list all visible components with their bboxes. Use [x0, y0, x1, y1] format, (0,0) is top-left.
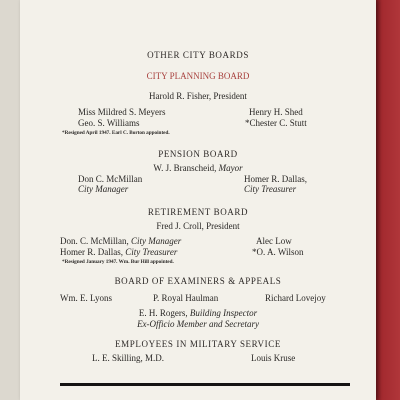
planning-board-president: Harold R. Fisher, President: [149, 91, 247, 101]
document-page: [20, 0, 376, 400]
retirement-board-title: RETIREMENT BOARD: [147, 207, 249, 217]
mayor-name: W. J. Branscheid,: [153, 163, 217, 173]
page-heading: OTHER CITY BOARDS: [147, 50, 249, 60]
mayor-title: Mayor: [218, 163, 243, 173]
pension-board-member: Don C. McMillan: [78, 174, 143, 184]
examiners-board-member: Wm. E. Lyons: [60, 293, 112, 303]
bottom-rule: [60, 383, 350, 386]
pension-board-member-role: City Treasurer: [244, 184, 297, 194]
military-service-title: EMPLOYEES IN MILITARY SERVICE: [115, 339, 281, 349]
red-cover-edge: [376, 0, 400, 400]
military-service-member: L. E. Skilling, M.D.: [92, 353, 165, 363]
member-role: City Treasurer: [125, 247, 178, 257]
pension-board-title: PENSION BOARD: [158, 149, 238, 159]
building-inspector: [20, 308, 376, 319]
pension-board-member-role: City Manager: [78, 184, 129, 194]
examiners-board-member: P. Royal Haulman: [153, 293, 219, 303]
retirement-board-president: Fred J. Croll, President: [156, 221, 240, 231]
inspector-role: Building Inspector: [189, 308, 258, 318]
retirement-board-member: [60, 247, 177, 258]
retirement-board-member: Alec Low: [256, 236, 292, 246]
planning-board-member: Henry H. Shed: [249, 107, 303, 117]
member-name: Homer R. Dallas,: [60, 247, 123, 257]
examiners-board-member: Richard Lovejoy: [265, 293, 326, 303]
pension-board-mayor: [20, 163, 376, 174]
planning-board-title: CITY PLANNING BOARD: [146, 71, 250, 81]
member-role: City Manager: [131, 236, 182, 246]
retirement-board-footnote: *Resigned January 1947. Wm. Bur Hill appointed.: [62, 259, 174, 265]
examiners-board-title: BOARD OF EXAMINERS & APPEALS: [114, 276, 282, 286]
ex-officio-note: Ex-Officio Member and Secretary: [137, 319, 259, 329]
inspector-name: E. H. Rogers,: [138, 308, 188, 318]
retirement-board-member: *O. A. Wilson: [252, 247, 304, 257]
retirement-board-member: [60, 236, 181, 247]
pension-board-member: Homer R. Dallas,: [244, 174, 307, 184]
planning-board-member: *Chester C. Stutt: [245, 118, 307, 128]
member-name: Don. C. McMillan,: [60, 236, 129, 246]
planning-board-footnote: *Resigned April 1947. Earl C. Borton appointed.: [62, 130, 170, 136]
military-service-member: Louis Kruse: [251, 353, 296, 363]
planning-board-member: Geo. S. Williams: [78, 118, 140, 128]
planning-board-member: Miss Mildred S. Meyers: [78, 107, 166, 117]
